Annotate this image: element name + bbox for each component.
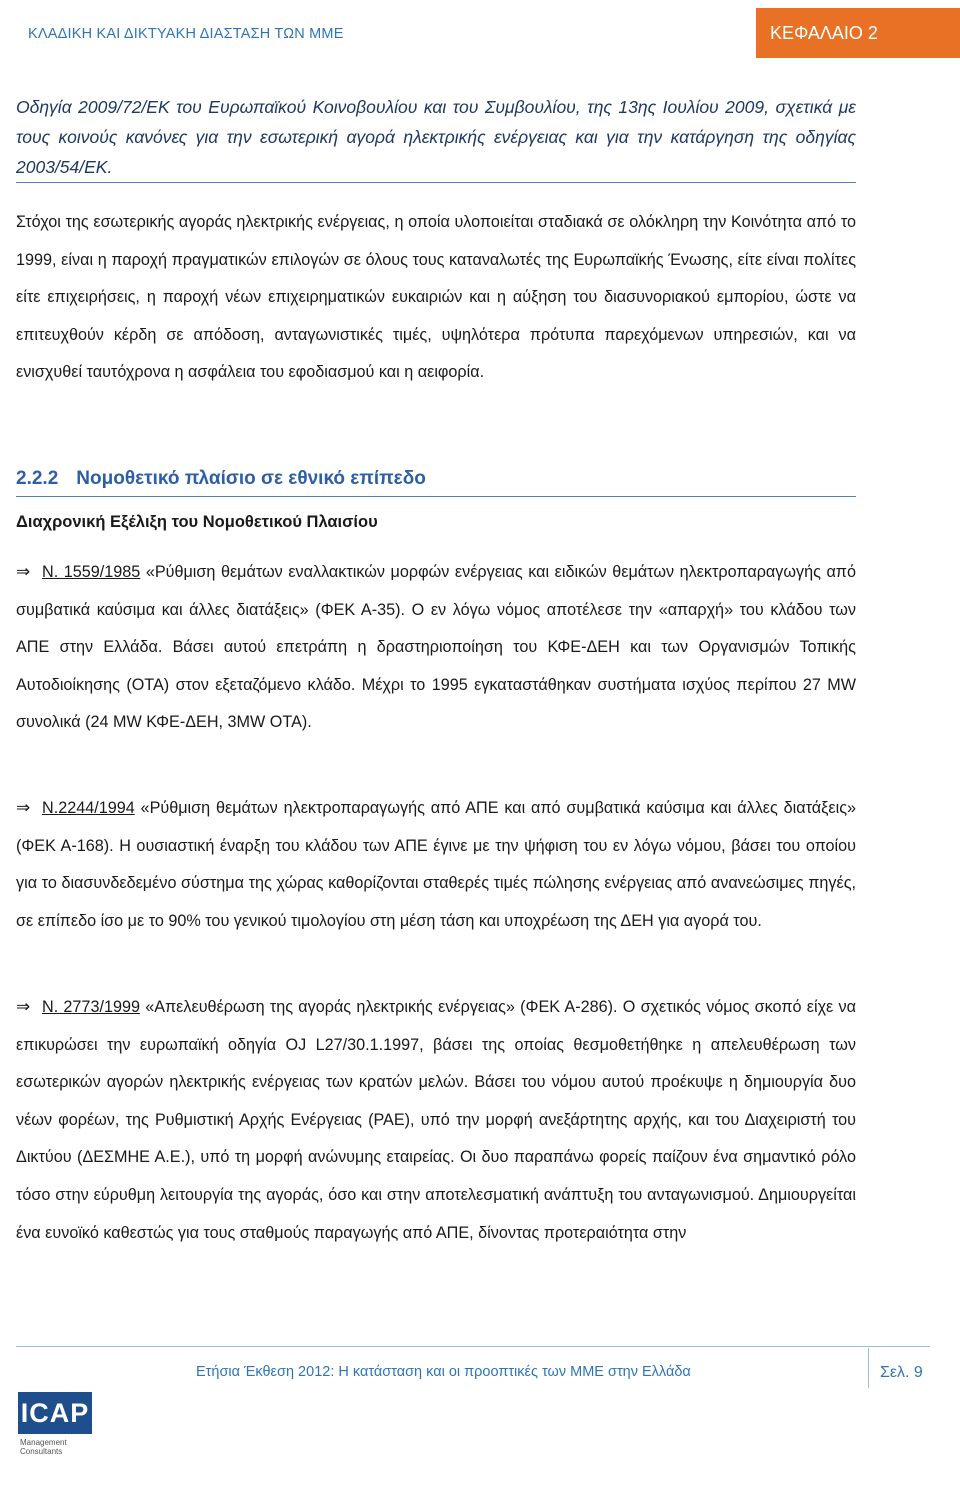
law-reference: Ν. 1559/1985: [42, 563, 141, 581]
sub-heading: Διαχρονική Εξέλιξη του Νομοθετικού Πλαισίου: [16, 513, 378, 531]
logo-subtitle: Management Consultants: [20, 1438, 67, 1456]
double-arrow-right-icon: ⇒: [16, 798, 31, 818]
footer-report-title: Ετήσια Έκθεση 2012: Η κατάσταση και οι προοπτικές των ΜΜΕ στην Ελλάδα: [196, 1364, 691, 1380]
logo-mark: ICAP: [18, 1392, 92, 1434]
section-divider: [16, 496, 856, 497]
section-title: Νομοθετικό πλαίσιο σε εθνικό επίπεδο: [76, 468, 426, 489]
footer-separator: [868, 1348, 869, 1388]
bullet-text: «Ρύθμιση θεμάτων ηλεκτροπαραγωγής από ΑΠΕ και από συμβατικά καύσιμα και άλλες διατάξεις» (ΦΕΚ Α-168). Η ουσιαστική έναρξη του κλάδου των ΑΠΕ έγινε με την ψήφιση του εν λόγω νόμου, βάσει του οποίου για το διασυνδεδεμένο σύστημα της χώρας καθορίζονται σταθερές τιμές πώλησης ενέργειας από ανανεώσιμες πηγές, σε επίπεδο ίσο με το 90% του γενικού τιμολογίου στη μέση τάση και υποχρέωση της ΔΕΗ για αγορά του.: [16, 799, 856, 930]
law-reference: Ν.2244/1994: [42, 799, 135, 817]
section-number: 2.2.2: [16, 468, 59, 489]
double-arrow-right-icon: ⇒: [16, 997, 31, 1017]
chapter-badge: ΚΕΦΑΛΑΙΟ 2: [756, 8, 960, 58]
double-arrow-right-icon: ⇒: [16, 562, 31, 582]
header-left-title: ΚΛΑΔΙΚΗ ΚΑΙ ΔΙΚΤΥΑΚΗ ΔΙΑΣΤΑΣΗ ΤΩΝ ΜΜΕ: [28, 26, 344, 42]
bullet-text: «Ρύθμιση θεμάτων εναλλακτικών μορφών ενέργειας και ειδικών θεμάτων ηλεκτροπαραγωγής από συμβατικά καύσιμα και άλλες διατάξεις» (ΦΕΚ Α-35). Ο εν λόγω νόμος αποτέλεσε την «απαρχή» του κλάδου των ΑΠΕ στην Ελλάδα. Βάσει αυτού επετράπη η δραστηριοποίηση του ΚΦΕ-ΔΕΗ και των Οργανισμών Τοπικής Αυτοδιοίκησης (ΟΤΑ) στον εξεταζόμενο κλάδο. Μέχρι το 1995 εγκαταστάθηκαν συστήματα ισχύος περίπου 27 MW συνολικά (24 MW ΚΦΕ-ΔΕΗ, 3MW ΟΤΑ).: [16, 563, 856, 732]
bullet-text: «Απελευθέρωση της αγοράς ηλεκτρικής ενέργειας» (ΦΕΚ Α-286). Ο σχετικός νόμος σκοπό είχε να επικυρώσει την ευρωπαϊκή οδηγία OJ L27/30.1.1997, βάσει της οποίας θεσμοθετήθηκε η απελευθέρωση των εσωτερικών αγορών ηλεκτρικής ενέργειας των κρατών μελών. Βάσει του νόμου αυτού προέκυψε η δημιουργία δυο νέων φορέων, της Ρυθμιστική Αρχής Ενέργειας (ΡΑΕ), υπό την μορφή ανεξάρτητης αρχής, και του Διαχειριστή του Δικτύου (ΔΕΣΜΗΕ Α.Ε.), υπό τη μορφή ανώνυμης εταιρείας. Οι δυο παραπάνω φορείς παίζουν ένα σημαντικό ρόλο τόσο στην εύρυθμη λειτουργία της αγοράς, όσο και στην αποτελεσματική ανάπτυξη του ανταγωνισμού. Δημιουργείται ένα ευνοϊκό καθεστώς για τους σταθμούς παραγωγής από ΑΠΕ, δίνοντας προτεραιότητα στην: [16, 998, 856, 1242]
bullet-item: [16, 554, 856, 742]
footer-divider: [16, 1346, 930, 1347]
directive-title: Οδηγία 2009/72/ΕΚ του Ευρωπαϊκού Κοινοβουλίου και του Συμβουλίου, της 13ης Ιουλίου 2009, σχετικά με τους κοινούς κανόνες για την εσωτερική αγορά ηλεκτρικής ενέργειας και για την κατάργηση της οδηγίας 2003/54/ΕΚ.: [16, 97, 856, 177]
page-number: Σελ. 9: [880, 1364, 923, 1381]
bullet-item: [16, 790, 856, 940]
directive-divider: [16, 182, 856, 183]
law-reference: Ν. 2773/1999: [42, 998, 140, 1016]
bullet-item: [16, 989, 856, 1252]
icap-logo: [18, 1392, 98, 1462]
intro-paragraph: Στόχοι της εσωτερικής αγοράς ηλεκτρικής ενέργειας, η οποία υλοποιείται σταδιακά σε ολόκληρη την Κοινότητα από το 1999, είναι η παροχή πραγματικών επιλογών σε όλους τους καταναλωτές της Ευρωπαϊκής Ένωσης, είτε είναι πολίτες είτε επιχειρήσεις, η παροχή νέων επιχειρηματικών ευκαιριών και η αύξηση του διασυνοριακού εμπορίου, ώστε να επιτευχθούν κέρδη σε απόδοση, ανταγωνιστικές τιμές, υψηλότερα πρότυπα παρεχόμενων υπηρεσιών, και να ενισχυθεί ταυτόχρονα η ασφάλεια του εφοδιασμού και η αειφορία.: [16, 213, 856, 382]
section-heading: [16, 468, 426, 490]
